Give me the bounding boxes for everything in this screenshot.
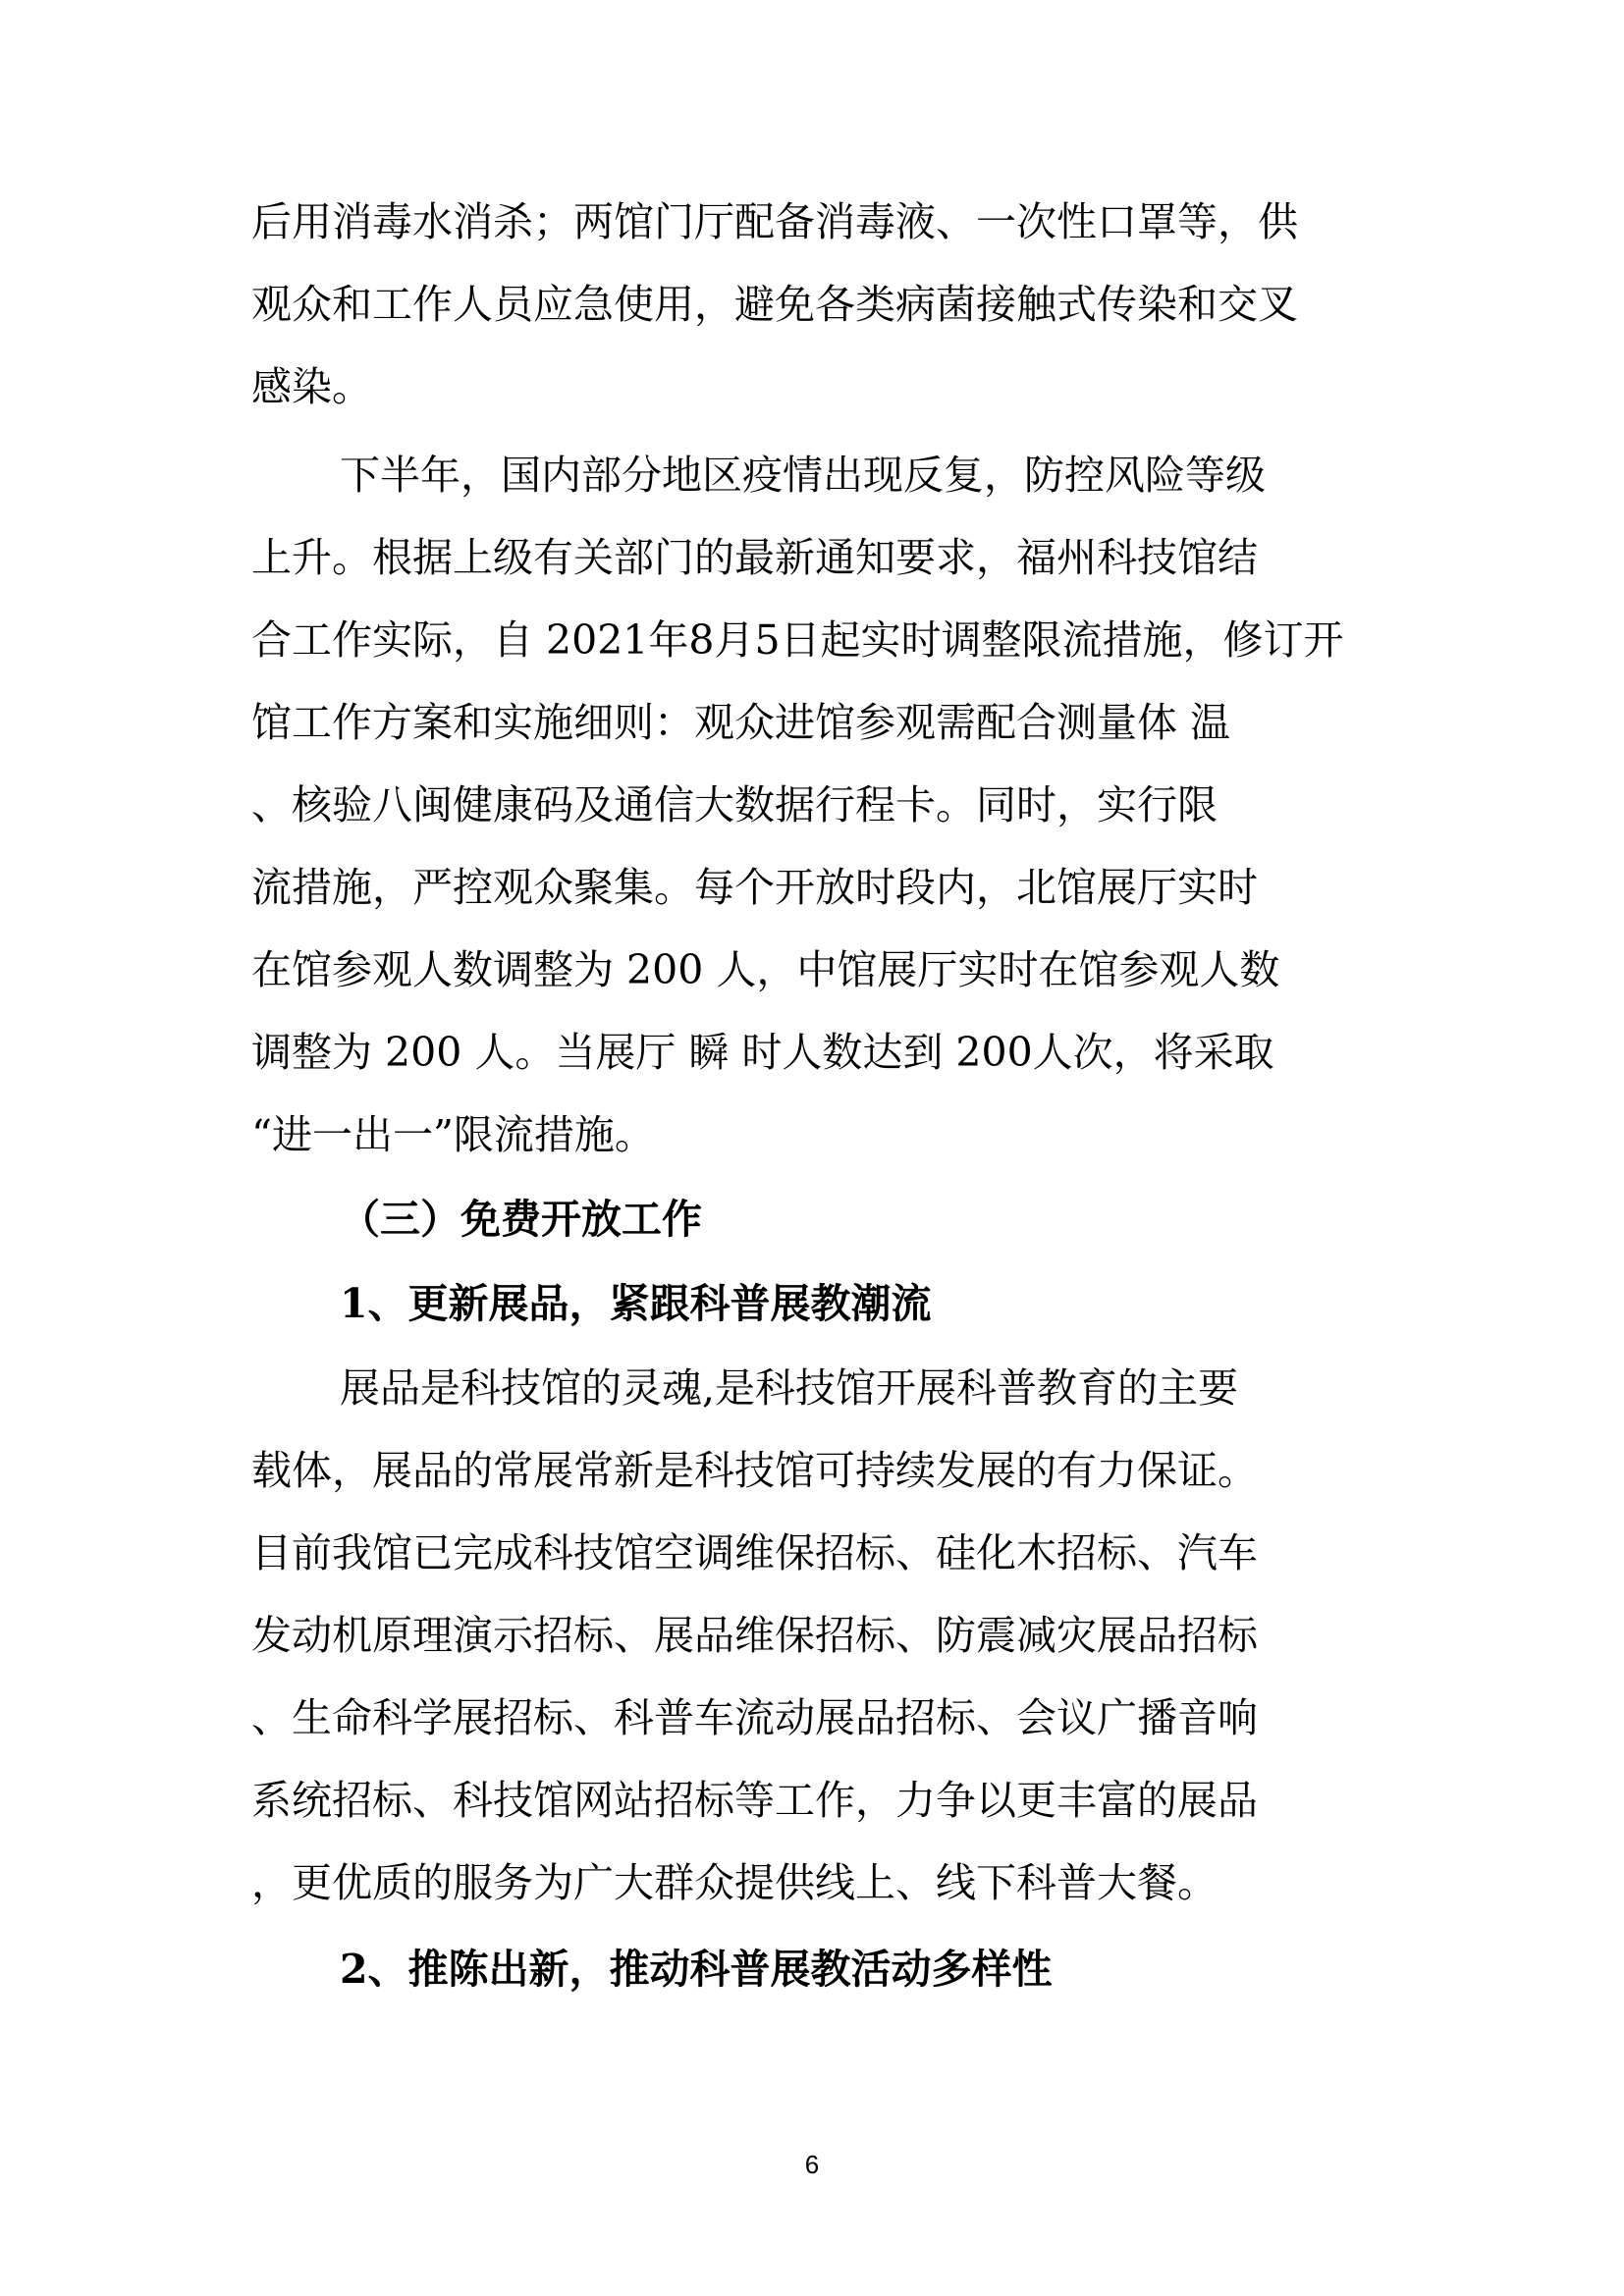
text-line: 流措施，严控观众聚集。每个开放时段内，北馆展厅实时 [251,864,1258,911]
subsection-heading: 1、更新展品，紧跟科普展教潮流 [340,1280,932,1327]
text-line: 目前我馆已完成科技馆空调维保招标、硅化木招标、汽车 [251,1529,1258,1576]
text-line: 调整为 200 人。当展厅 瞬 时人数达到 200人次，将采取 [251,1029,1274,1076]
text-line: 合工作实际，自 2021年8月5日起实时调整限流措施，修订开 [251,616,1344,664]
text-line: 载体，展品的常展常新是科技馆可持续发展的有力保证。 [251,1447,1258,1494]
text-line: 观众和工作人员应急使用，避免各类病菌接触式传染和交叉 [251,281,1298,328]
text-line: 、生命科学展招标、科普车流动展品招标、会议广播音响 [251,1694,1258,1741]
text-line: “进一出一”限流措施。 [251,1111,655,1158]
text-line: 下半年，国内部分地区疫情出现反复，防控风险等级 [340,452,1266,499]
text-line: 系统招标、科技馆网站招标等工作，力争以更丰富的展品 [251,1777,1258,1824]
text-line: 馆工作方案和实施细则：观众进馆参观需配合测量体 温 [251,699,1231,746]
text-line: 上升。根据上级有关部门的最新通知要求，福州科技馆结 [251,534,1258,581]
text-line: 展品是科技馆的灵魂,是科技馆开展科普教育的主要 [340,1364,1239,1412]
section-heading: （三）免费开放工作 [340,1196,702,1243]
subsection-heading: 2、推陈出新，推动科普展教活动多样性 [340,1946,1053,1993]
text-line: 、核验八闽健康码及通信大数据行程卡。同时，实行限 [251,781,1218,828]
text-line: ，更优质的服务为广大群众提供线上、线下科普大餐。 [251,1859,1218,1906]
page-number: 6 [804,2150,820,2179]
text-line: 发动机原理演示招标、展品维保招标、防震减灾展品招标 [251,1612,1258,1659]
text-line: 感染。 [251,363,372,410]
text-line: 在馆参观人数调整为 200 人，中馆展厅实时在馆参观人数 [251,946,1280,993]
text-line: 后用消毒水消杀；两馆门厅配备消毒液、一次性口罩等，供 [251,198,1298,245]
